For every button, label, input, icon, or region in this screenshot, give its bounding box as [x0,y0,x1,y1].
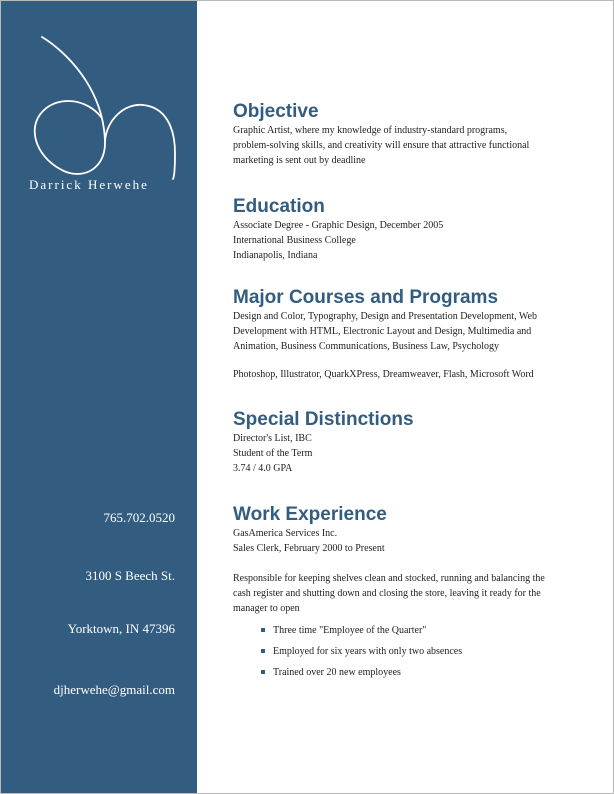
achievement-text: Three time "Employee of the Quarter" [273,625,427,636]
bullet-square-icon [261,649,265,653]
courses-heading: Major Courses and Programs [233,287,499,308]
objective-line: marketing is sent out by deadline [233,155,366,166]
sidebar [1,1,197,793]
distinction-line: 3.74 / 4.0 GPA [233,463,293,474]
experience-position: Sales Clerk, February 2000 to Present [233,543,385,554]
contact-city-text: Yorktown, IN 47396 [67,621,175,636]
experience-description [233,571,578,616]
objective-section [233,101,578,168]
education-line: International Business College [233,235,356,246]
courses-line: Development with HTML, Electronic Layout and Design, Multimedia and [233,326,532,337]
education-section [233,196,578,263]
education-line: Indianapolis, Indiana [233,250,318,261]
courses-section [233,287,578,382]
courses-line: Animation, Business Communications, Business Law, Psychology [233,341,500,352]
achievement-list [261,620,578,683]
objective-line: Graphic Artist, where my knowledge of industry-standard programs, [233,125,508,136]
list-item [261,620,578,641]
bullet-square-icon [261,628,265,632]
achievement-text: Trained over 20 new employees [273,667,401,678]
contact-email [22,682,197,698]
bullet-square-icon [261,670,265,674]
distinction-line: Director's List, IBC [233,433,312,444]
candidate-name: Darrick Herwehe [29,177,149,192]
objective-heading: Objective [233,101,319,122]
list-item [261,662,578,683]
distinction-line: Student of the Term [233,448,313,459]
achievement-text: Employed for six years with only two absences [273,646,463,657]
experience-heading: Work Experience [233,504,387,525]
experience-description-line: Responsible for keeping shelves clean and stocked, running and balancing the [233,573,545,584]
distinctions-section [233,409,578,476]
contact-street [22,568,197,584]
experience-company: GasAmerica Services Inc. [233,528,338,539]
contact-city [22,621,197,637]
software-line: Photoshop, Illustrator, QuarkXPress, Dreamweaver, Flash, Microsoft Word [233,369,534,380]
distinctions-heading: Special Distinctions [233,409,414,430]
education-heading: Education [233,196,325,217]
contact-phone-text: 765.702.0520 [103,510,175,525]
contact-email-text: djherwehe@gmail.com [53,682,175,697]
list-item [261,641,578,662]
monogram-dh-icon [25,31,185,181]
objective-line: problem-solving skills, and creativity will ensure that attractive functional [233,140,530,151]
experience-description-line: manager to open [233,603,300,614]
contact-street-text: 3100 S Beech St. [85,568,175,583]
experience-section [233,504,578,683]
education-line: Associate Degree - Graphic Design, December 2005 [233,220,444,231]
contact-phone [22,510,197,526]
courses-line: Design and Color, Typography, Design and Presentation Development, Web [233,311,537,322]
experience-description-line: cash register and shutting down and closing the store, leaving it ready for the [233,588,541,599]
